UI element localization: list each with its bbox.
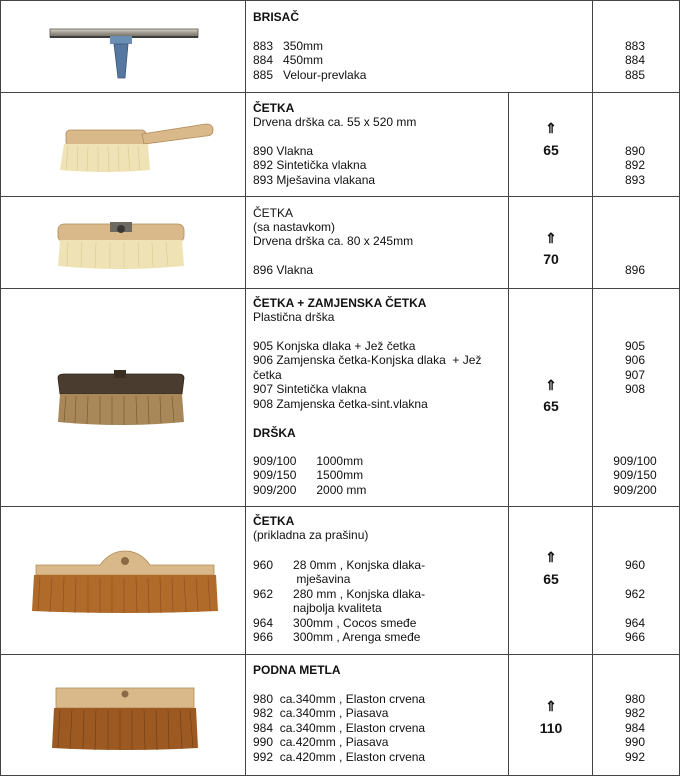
pack-quantity: 65 xyxy=(543,571,559,587)
up-arrow-icon: ⇑ xyxy=(545,230,557,246)
code-column xyxy=(593,692,677,764)
handle-brush-icon xyxy=(56,114,216,176)
col-divider xyxy=(0,0,1,776)
section-title: DRŠKA xyxy=(253,426,296,440)
pack-quantity: 65 xyxy=(543,142,559,158)
code: 982 xyxy=(624,706,646,721)
product-subtitle: Plastična drška xyxy=(253,310,335,324)
product-line: 907 Sintetička vlakna xyxy=(253,382,367,397)
product-line: 906 Zamjenska četka-Konjska dlaka + Jež xyxy=(253,353,482,368)
code: 990 xyxy=(624,735,646,750)
code: 884 xyxy=(624,53,646,68)
code: 909/100 xyxy=(613,454,657,468)
code: 906 xyxy=(624,353,646,368)
product-line: 896 Vlakna xyxy=(253,263,314,277)
code: 893 xyxy=(624,172,646,187)
product-line: 984 ca.340mm , Elaston crvena xyxy=(253,720,426,735)
product-title: ČETKA xyxy=(253,514,295,528)
code: 909/150 xyxy=(613,468,657,483)
product-line: 992 ca.420mm , Elaston crvena xyxy=(253,749,426,764)
product-lines xyxy=(253,144,375,187)
product-line: 909/200 2000 mm xyxy=(253,482,367,497)
pack-quantity: 65 xyxy=(543,398,559,414)
product-subtitle: Drvena drška ca. 55 x 520 mm xyxy=(253,115,417,129)
col-divider xyxy=(508,92,509,776)
code: 966 xyxy=(624,630,646,644)
plastic-brush-icon xyxy=(54,370,188,428)
product-line: 908 Zamjenska četka-sint.vlakna xyxy=(253,396,428,411)
code: 980 xyxy=(624,692,646,706)
product-title: ČETKA + ZAMJENSKA ČETKA xyxy=(253,296,427,310)
row-divider xyxy=(0,654,680,655)
code: 905 xyxy=(624,339,646,353)
product-subtitle: (prikladna za prašinu) xyxy=(253,528,369,542)
product-line: mješavina xyxy=(253,572,351,587)
product-lines xyxy=(253,558,425,644)
code: 896 xyxy=(624,263,646,277)
row-divider xyxy=(0,288,680,289)
product-line: 962 280 mm , Konjska dlaka- xyxy=(253,586,426,601)
product-title: PODNA METLA xyxy=(253,663,341,677)
product-lines xyxy=(253,692,425,764)
row-divider xyxy=(0,196,680,197)
row-divider xyxy=(0,775,680,776)
code: 885 xyxy=(624,67,646,82)
code: 992 xyxy=(624,749,646,764)
floor-broom-head-icon xyxy=(50,684,200,752)
product-line: 884 450mm xyxy=(253,53,324,68)
product-lines xyxy=(253,454,366,497)
product-line: 980 ca.340mm , Elaston crvena xyxy=(253,692,426,706)
code: 908 xyxy=(624,382,646,397)
product-title: ČETKA xyxy=(253,206,294,220)
col-divider xyxy=(245,0,246,776)
product-subtitle: Drvena drška ca. 80 x 245mm xyxy=(253,234,414,248)
product-line: 885 Velour-prevlaka xyxy=(253,67,367,82)
code-column xyxy=(593,454,677,497)
up-arrow-icon: ⇑ xyxy=(545,698,557,714)
product-title: BRISAČ xyxy=(253,10,300,24)
product-line: 883 350mm xyxy=(253,39,324,53)
code xyxy=(593,601,677,615)
product-line: 905 Konjska dlaka + Jež četka xyxy=(253,339,416,353)
code: 883 xyxy=(624,39,646,53)
up-arrow-icon: ⇑ xyxy=(545,120,557,136)
up-arrow-icon: ⇑ xyxy=(545,377,557,393)
code-column xyxy=(593,558,677,644)
code-column xyxy=(593,144,677,187)
row-divider xyxy=(0,506,680,507)
product-line: 890 Vlakna xyxy=(253,144,314,158)
product-line: 909/100 1000mm xyxy=(253,454,364,468)
window-squeegee-icon xyxy=(48,26,200,80)
product-line: najbolja kvaliteta xyxy=(253,601,382,616)
product-line: 960 28 0mm , Konjska dlaka- xyxy=(253,558,426,572)
dust-broom-head-icon xyxy=(30,545,220,615)
row-divider xyxy=(0,0,680,1)
code-column xyxy=(593,263,677,277)
product-lines xyxy=(253,339,481,411)
product-line: 982 ca.340mm , Piasava xyxy=(253,706,389,721)
code: 984 xyxy=(624,720,646,735)
product-lines xyxy=(253,39,366,82)
product-line: 909/150 1500mm xyxy=(253,468,364,483)
code: 907 xyxy=(624,367,646,382)
row-divider xyxy=(0,92,680,93)
product-line: 892 Sintetička vlakna xyxy=(253,158,367,173)
product-subtitle: (sa nastavkom) xyxy=(253,220,336,234)
code: 909/200 xyxy=(613,482,657,497)
block-brush-icon xyxy=(54,218,188,274)
product-title: ČETKA xyxy=(253,101,295,115)
product-line: četka xyxy=(253,367,282,382)
code-column xyxy=(593,39,677,82)
code: 892 xyxy=(624,158,646,173)
code: 962 xyxy=(624,586,646,601)
code: 964 xyxy=(624,615,646,630)
up-arrow-icon: ⇑ xyxy=(545,549,557,565)
code: 960 xyxy=(624,558,646,572)
code xyxy=(593,572,677,586)
product-line: 966 300mm , Arenga smeđe xyxy=(253,630,421,645)
pack-quantity: 70 xyxy=(543,251,559,267)
code-column xyxy=(593,339,677,397)
pack-quantity: 110 xyxy=(539,720,563,736)
product-line: 893 Mješavina vlakana xyxy=(253,172,376,187)
code: 890 xyxy=(624,144,646,158)
product-line: 990 ca.420mm , Piasava xyxy=(253,735,389,750)
product-line: 964 300mm , Cocos smeđe xyxy=(253,615,417,630)
